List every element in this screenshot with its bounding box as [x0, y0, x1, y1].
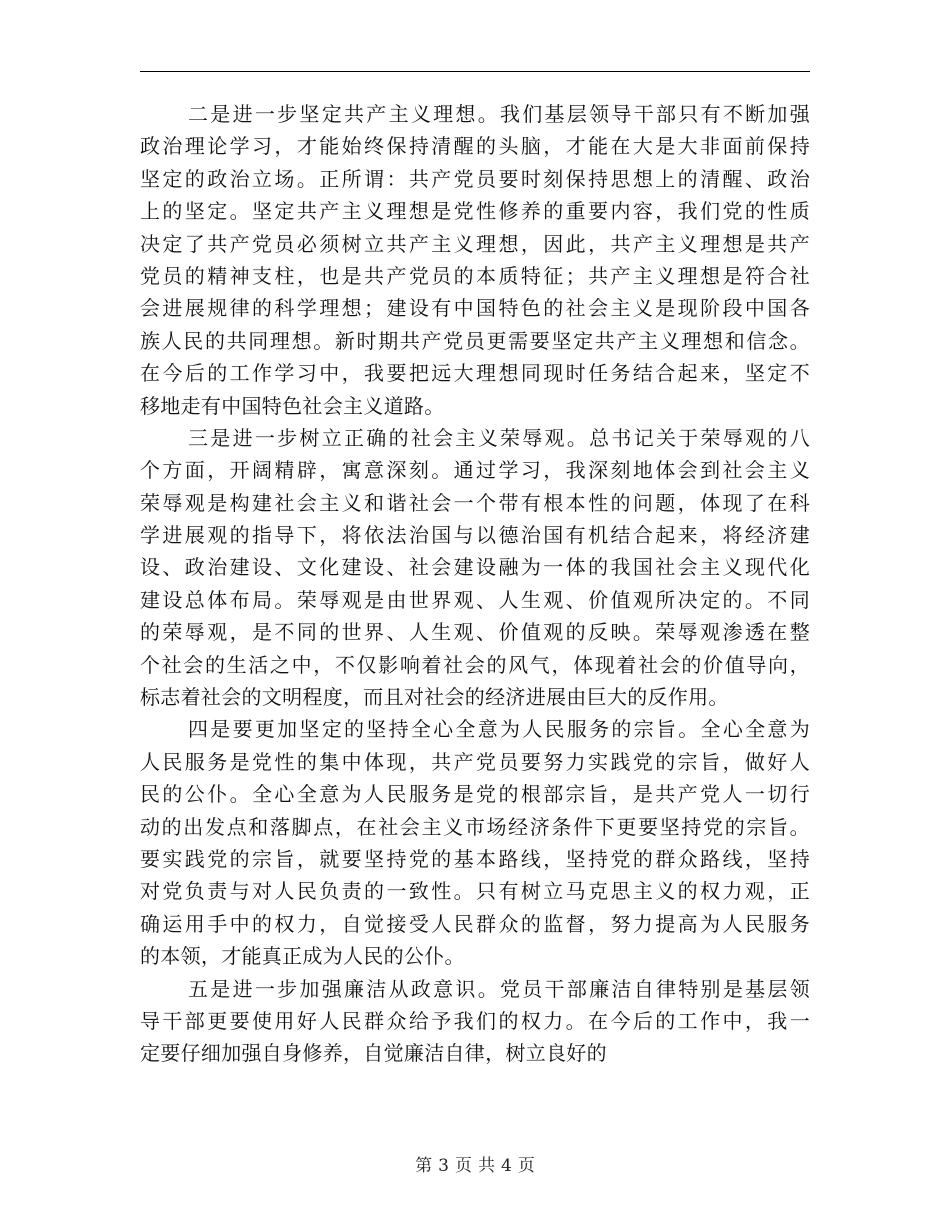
text-line: 党员的精神支柱，也是共产党员的本质特征；共产主义理想是符合社	[140, 263, 810, 288]
document-body	[140, 98, 810, 1070]
text-line: 对党负责与对人民负责的一致性。只有树立马克思主义的权力观，正	[140, 879, 810, 904]
text-line: 个方面，开阔精辟，寓意深刻。通过学习，我深刻地体会到社会主义	[140, 458, 810, 483]
paragraph	[140, 713, 810, 972]
text-line: 五是进一步加强廉洁从政意识。党员干部廉洁自律特别是基层领	[188, 976, 810, 1001]
text-line: 四是要更加坚定的坚持全心全意为人民服务的宗旨。全心全意为	[188, 717, 810, 742]
footer-total-unit: 页	[517, 1156, 535, 1176]
total-pages-number: 4	[501, 1156, 512, 1176]
text-line: 确运用手中的权力，自觉接受人民群众的监督，努力提高为人民服务	[140, 911, 810, 936]
text-line: 会进展规律的科学理想；建设有中国特色的社会主义是现阶段中国各	[140, 296, 810, 321]
current-page-number: 3	[438, 1156, 449, 1176]
text-line: 民的公仆。全心全意为人民服务是党的根部宗旨，是共产党人一切行	[140, 782, 810, 807]
text-line: 要实践党的宗旨，就要坚持党的基本路线，坚持党的群众路线，坚持	[140, 846, 810, 871]
text-line: 族人民的共同理想。新时期共产党员更需要坚定共产主义理想和信念。	[140, 328, 810, 353]
header-rule	[140, 71, 810, 72]
text-line: 标志着社会的文明程度，而且对社会的经济进展由巨大的反作用。	[140, 685, 729, 710]
text-line: 决定了共产党员必须树立共产主义理想，因此，共产主义理想是共产	[140, 231, 810, 256]
text-line: 导干部更要使用好人民群众给予我们的权力。在今后的工作中，我一	[140, 1008, 810, 1033]
text-line: 荣辱观是构建社会主义和谐社会一个带有根本性的问题，体现了在科	[140, 490, 810, 515]
text-line: 政治理论学习，才能始终保持清醒的头脑，才能在大是大非面前保持	[140, 134, 810, 159]
footer-page-word: 第	[415, 1156, 433, 1176]
text-line: 个社会的生活之中，不仅影响着社会的风气，体现着社会的价值导向，	[140, 652, 810, 677]
text-line: 动的出发点和落脚点，在社会主义市场经济条件下更要坚持党的宗旨。	[140, 814, 810, 839]
text-line: 在今后的工作学习中，我要把远大理想同现时任务结合起来，坚定不	[140, 361, 810, 386]
text-line: 二是进一步坚定共产主义理想。我们基层领导干部只有不断加强	[188, 102, 810, 126]
text-line: 坚定的政治立场。正所谓：共产党员要时刻保持思想上的清醒、政治	[140, 166, 810, 191]
page-footer	[0, 1154, 950, 1178]
paragraph	[140, 422, 810, 714]
text-line: 的荣辱观，是不同的世界、人生观、价值观的反映。荣辱观渗透在整	[140, 620, 810, 645]
text-line: 人民服务是党性的集中体现，共产党员要努力实践党的宗旨，做好人	[140, 749, 810, 774]
text-line: 移地走有中国特色社会主义道路。	[140, 393, 445, 418]
text-line: 上的坚定。坚定共产主义理想是党性修养的重要内容，我们党的性质	[140, 199, 810, 224]
text-line: 设、政治建设、文化建设、社会建设融为一体的我国社会主义现代化	[140, 555, 810, 580]
text-line: 三是进一步树立正确的社会主义荣辱观。总书记关于荣辱观的八	[188, 425, 810, 450]
text-line: 建设总体布局。荣辱观是由世界观、人生观、价值观所决定的。不同	[140, 587, 810, 612]
paragraph	[140, 98, 810, 422]
text-line: 学进展观的指导下，将依法治国与以德治国有机结合起来，将经济建	[140, 523, 810, 548]
footer-total-word: 共	[478, 1156, 495, 1176]
text-line: 定要仔细加强自身修养，自觉廉洁自律，树立良好的	[140, 1041, 607, 1066]
text-line: 的本领，才能真正成为人民的公仆。	[140, 944, 465, 969]
paragraph	[140, 973, 810, 1070]
footer-page-unit: 页	[455, 1156, 472, 1176]
